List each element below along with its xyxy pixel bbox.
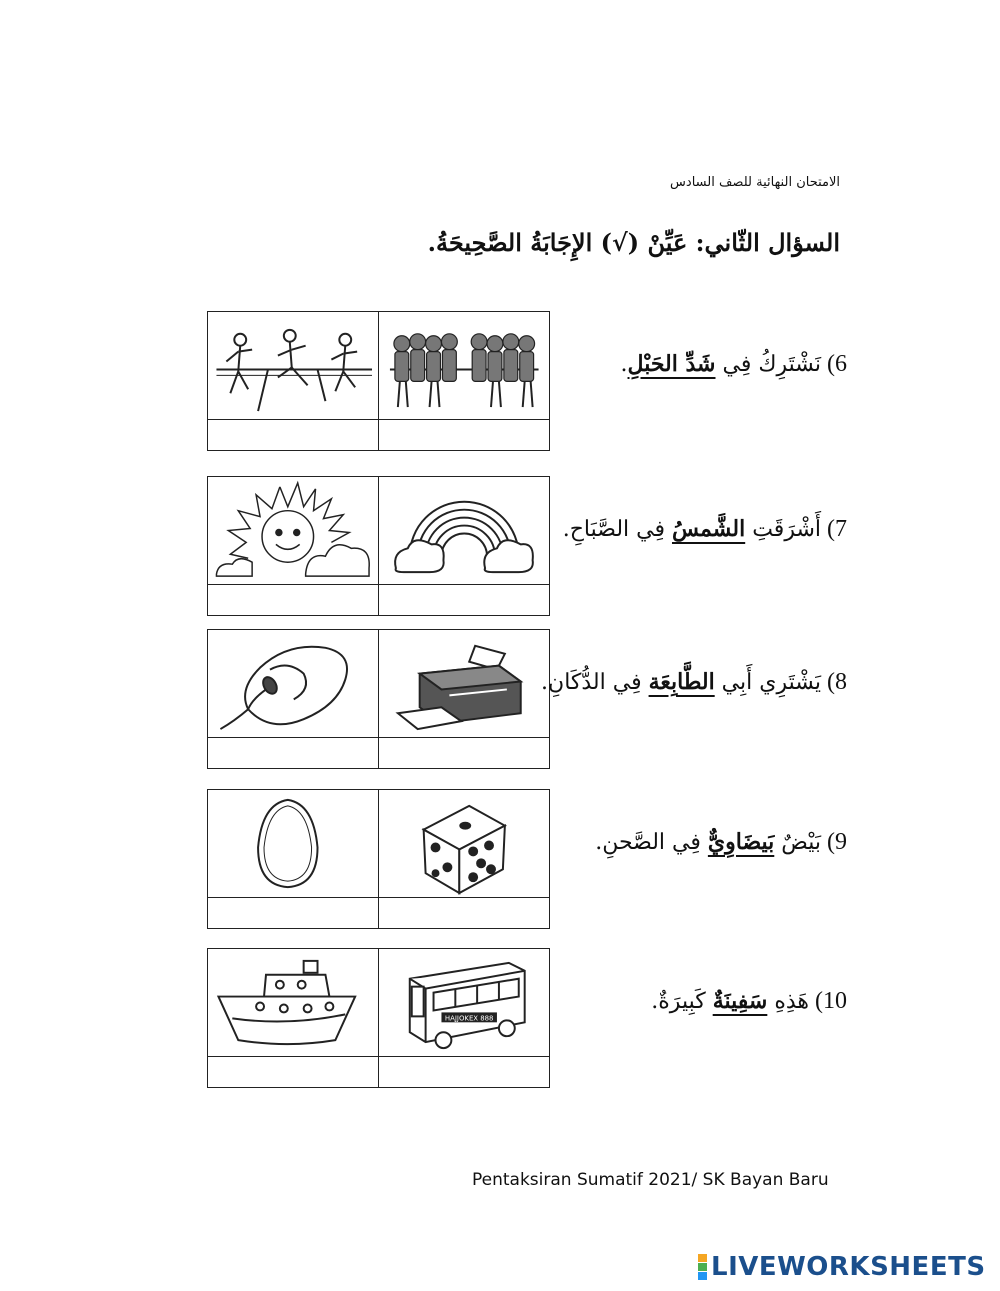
key-word: بَيضَاوِيٌّ xyxy=(707,829,775,855)
computer-mouse-image xyxy=(208,630,379,738)
answer-cell-hurdles[interactable] xyxy=(208,420,379,450)
answer-cell-dice[interactable] xyxy=(379,898,550,928)
choice-table xyxy=(207,629,550,769)
bus-sign-text: HAJJOKEX 888 xyxy=(444,1014,493,1023)
hurdles-race-image xyxy=(208,312,379,420)
question-row-9 xyxy=(207,789,987,929)
question-title: السؤال الثّاني: عَيِّنْ (√) الإِجَابَةُ الصَّحِيحَةُ. xyxy=(427,228,840,257)
question-row-10 xyxy=(207,948,987,1088)
answer-input[interactable] xyxy=(208,1057,378,1087)
choice-table xyxy=(207,948,550,1088)
answer-input[interactable] xyxy=(379,1057,550,1087)
answer-input[interactable] xyxy=(208,898,378,928)
liveworksheets-icon xyxy=(698,1254,707,1280)
answer-input[interactable] xyxy=(379,898,550,928)
question-number: 10) xyxy=(815,988,847,1014)
sun-image xyxy=(208,477,379,585)
answer-input[interactable] xyxy=(379,585,550,615)
footer-credit: Pentaksiran Sumatif 2021/ SK Bayan Baru xyxy=(472,1170,829,1190)
question-number: 6) xyxy=(827,351,847,377)
answer-cell-ship[interactable] xyxy=(208,1057,379,1087)
question-sentence xyxy=(651,988,847,1015)
question-number: 7) xyxy=(827,516,847,542)
question-row-7 xyxy=(207,476,987,616)
sentence-start: أَشْرَقَتِ xyxy=(745,517,821,542)
answer-cell-bus[interactable] xyxy=(379,1057,550,1087)
sentence-start: بَيْضٌ xyxy=(774,830,821,855)
answer-input[interactable] xyxy=(379,738,550,768)
printer-image xyxy=(379,630,550,738)
egg-image xyxy=(208,790,379,898)
sentence-end: فِي الدُّكَانِ. xyxy=(541,670,649,695)
question-sentence xyxy=(563,516,847,543)
rainbow-image xyxy=(379,477,550,585)
answer-cell-egg[interactable] xyxy=(208,898,379,928)
sentence-end: فِي الصَّبَاحِ. xyxy=(562,517,672,542)
key-word: الطَّابِعَة xyxy=(648,669,715,695)
exam-header: الامتحان النهائية للصف السادس xyxy=(670,175,840,190)
sentence-start: يَشْتَرِي أَبِي xyxy=(714,670,821,695)
logo-block-middle xyxy=(698,1263,707,1271)
tug-of-war-image xyxy=(379,312,550,420)
question-sentence xyxy=(541,669,847,696)
answer-input[interactable] xyxy=(379,420,550,450)
logo-block-bottom xyxy=(698,1272,707,1280)
answer-cell-printer[interactable] xyxy=(379,738,550,768)
choice-table xyxy=(207,476,550,616)
sentence-end: كَبِيرَةٌ. xyxy=(651,989,713,1014)
key-word: شَدِّ الحَبْلِ xyxy=(627,351,716,377)
answer-input[interactable] xyxy=(208,420,378,450)
question-number: 8) xyxy=(827,669,847,695)
sentence-start: نَشْتَرِكُ فِي xyxy=(715,352,821,377)
sentence-end: فِي الصَّحنِ. xyxy=(595,830,708,855)
brand-name: LIVEWORKSHEETS xyxy=(711,1252,986,1282)
answer-cell-rainbow[interactable] xyxy=(379,585,550,615)
liveworksheets-logo xyxy=(698,1252,986,1282)
dice-image xyxy=(379,790,550,898)
key-word: سَفِينَةٌ xyxy=(712,988,768,1014)
key-word: الشَّمسُ xyxy=(671,516,746,542)
answer-cell-mouse[interactable] xyxy=(208,738,379,768)
choice-table xyxy=(207,789,550,929)
question-sentence xyxy=(595,829,847,856)
sentence-end: . xyxy=(620,352,628,377)
answer-cell-sun[interactable] xyxy=(208,585,379,615)
answer-input[interactable] xyxy=(208,738,378,768)
question-row-6 xyxy=(207,311,987,451)
logo-block-top xyxy=(698,1254,707,1262)
bus-image xyxy=(379,949,550,1057)
question-sentence xyxy=(621,351,847,378)
answer-cell-tug-of-war[interactable] xyxy=(379,420,550,450)
answer-input[interactable] xyxy=(208,585,378,615)
choice-table xyxy=(207,311,550,451)
question-number: 9) xyxy=(827,829,847,855)
ship-image xyxy=(208,949,379,1057)
sentence-start: هَذِهِ xyxy=(767,989,809,1014)
question-row-8 xyxy=(207,629,987,769)
